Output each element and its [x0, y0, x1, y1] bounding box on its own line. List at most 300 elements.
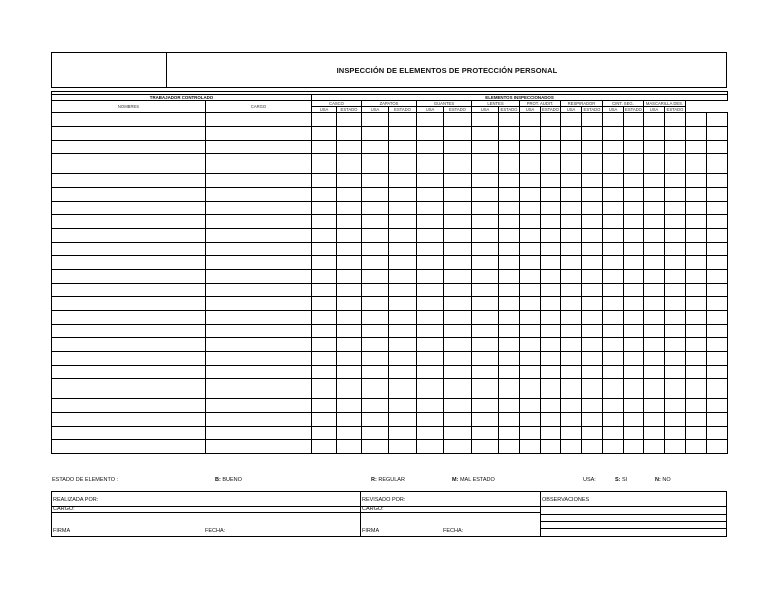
element-cell[interactable]: [312, 202, 337, 215]
element-cell[interactable]: [499, 188, 520, 202]
element-cell[interactable]: [417, 427, 444, 440]
element-cell[interactable]: [444, 297, 472, 311]
name-cell[interactable]: [52, 229, 206, 243]
element-cell[interactable]: [520, 188, 541, 202]
element-cell[interactable]: [582, 284, 603, 297]
element-cell[interactable]: [362, 229, 389, 243]
element-cell[interactable]: [582, 399, 603, 413]
element-cell[interactable]: [624, 352, 644, 366]
element-cell[interactable]: [417, 215, 444, 229]
role-cell[interactable]: [206, 413, 312, 427]
name-cell[interactable]: [52, 113, 206, 127]
element-cell[interactable]: [686, 215, 707, 229]
element-cell[interactable]: [472, 270, 499, 284]
element-cell[interactable]: [686, 113, 707, 127]
element-cell[interactable]: [499, 427, 520, 440]
element-cell[interactable]: [561, 399, 582, 413]
element-cell[interactable]: [582, 311, 603, 325]
element-cell[interactable]: [624, 338, 644, 352]
element-cell[interactable]: [644, 440, 665, 454]
element-cell[interactable]: [603, 127, 624, 141]
element-cell[interactable]: [520, 270, 541, 284]
element-cell[interactable]: [541, 325, 561, 338]
element-cell[interactable]: [603, 141, 624, 154]
element-cell[interactable]: [472, 352, 499, 366]
element-cell[interactable]: [541, 174, 561, 188]
element-cell[interactable]: [389, 366, 417, 379]
element-cell[interactable]: [362, 127, 389, 141]
element-cell[interactable]: [707, 311, 728, 325]
name-cell[interactable]: [52, 174, 206, 188]
element-cell[interactable]: [686, 379, 707, 399]
element-cell[interactable]: [707, 284, 728, 297]
element-cell[interactable]: [472, 243, 499, 256]
element-cell[interactable]: [603, 366, 624, 379]
element-cell[interactable]: [665, 427, 686, 440]
element-cell[interactable]: [603, 270, 624, 284]
element-cell[interactable]: [362, 188, 389, 202]
element-cell[interactable]: [417, 154, 444, 174]
element-cell[interactable]: [582, 366, 603, 379]
element-cell[interactable]: [520, 366, 541, 379]
element-cell[interactable]: [444, 284, 472, 297]
element-cell[interactable]: [541, 141, 561, 154]
element-cell[interactable]: [541, 215, 561, 229]
element-cell[interactable]: [541, 127, 561, 141]
element-cell[interactable]: [472, 440, 499, 454]
element-cell[interactable]: [603, 352, 624, 366]
element-cell[interactable]: [389, 413, 417, 427]
element-cell[interactable]: [582, 127, 603, 141]
element-cell[interactable]: [541, 202, 561, 215]
element-cell[interactable]: [665, 188, 686, 202]
name-cell[interactable]: [52, 270, 206, 284]
element-cell[interactable]: [417, 440, 444, 454]
element-cell[interactable]: [417, 352, 444, 366]
name-cell[interactable]: [52, 325, 206, 338]
name-cell[interactable]: [52, 141, 206, 154]
element-cell[interactable]: [541, 297, 561, 311]
element-cell[interactable]: [541, 413, 561, 427]
element-cell[interactable]: [665, 297, 686, 311]
element-cell[interactable]: [644, 256, 665, 270]
element-cell[interactable]: [644, 188, 665, 202]
element-cell[interactable]: [312, 284, 337, 297]
element-cell[interactable]: [707, 127, 728, 141]
element-cell[interactable]: [624, 154, 644, 174]
element-cell[interactable]: [686, 352, 707, 366]
element-cell[interactable]: [582, 113, 603, 127]
element-cell[interactable]: [603, 325, 624, 338]
element-cell[interactable]: [707, 427, 728, 440]
element-cell[interactable]: [444, 154, 472, 174]
element-cell[interactable]: [624, 297, 644, 311]
element-cell[interactable]: [362, 256, 389, 270]
element-cell[interactable]: [686, 440, 707, 454]
element-cell[interactable]: [417, 366, 444, 379]
element-cell[interactable]: [582, 243, 603, 256]
element-cell[interactable]: [541, 113, 561, 127]
element-cell[interactable]: [312, 352, 337, 366]
element-cell[interactable]: [499, 325, 520, 338]
element-cell[interactable]: [707, 243, 728, 256]
element-cell[interactable]: [707, 174, 728, 188]
name-cell[interactable]: [52, 399, 206, 413]
element-cell[interactable]: [337, 174, 362, 188]
role-cell[interactable]: [206, 366, 312, 379]
element-cell[interactable]: [561, 440, 582, 454]
element-cell[interactable]: [337, 440, 362, 454]
element-cell[interactable]: [603, 256, 624, 270]
element-cell[interactable]: [707, 188, 728, 202]
element-cell[interactable]: [472, 399, 499, 413]
element-cell[interactable]: [444, 174, 472, 188]
element-cell[interactable]: [582, 229, 603, 243]
element-cell[interactable]: [472, 141, 499, 154]
role-cell[interactable]: [206, 325, 312, 338]
name-cell[interactable]: [52, 284, 206, 297]
element-cell[interactable]: [603, 188, 624, 202]
element-cell[interactable]: [665, 141, 686, 154]
element-cell[interactable]: [541, 256, 561, 270]
element-cell[interactable]: [499, 413, 520, 427]
element-cell[interactable]: [312, 141, 337, 154]
element-cell[interactable]: [644, 427, 665, 440]
element-cell[interactable]: [686, 188, 707, 202]
element-cell[interactable]: [624, 141, 644, 154]
name-cell[interactable]: [52, 256, 206, 270]
name-cell[interactable]: [52, 154, 206, 174]
element-cell[interactable]: [665, 174, 686, 188]
element-cell[interactable]: [472, 311, 499, 325]
element-cell[interactable]: [582, 256, 603, 270]
element-cell[interactable]: [561, 352, 582, 366]
element-cell[interactable]: [541, 188, 561, 202]
element-cell[interactable]: [561, 338, 582, 352]
element-cell[interactable]: [603, 427, 624, 440]
element-cell[interactable]: [665, 256, 686, 270]
element-cell[interactable]: [389, 202, 417, 215]
element-cell[interactable]: [541, 366, 561, 379]
element-cell[interactable]: [499, 284, 520, 297]
element-cell[interactable]: [362, 284, 389, 297]
element-cell[interactable]: [520, 338, 541, 352]
element-cell[interactable]: [707, 413, 728, 427]
element-cell[interactable]: [603, 174, 624, 188]
element-cell[interactable]: [707, 215, 728, 229]
role-cell[interactable]: [206, 229, 312, 243]
element-cell[interactable]: [444, 379, 472, 399]
element-cell[interactable]: [561, 379, 582, 399]
element-cell[interactable]: [499, 297, 520, 311]
element-cell[interactable]: [541, 379, 561, 399]
element-cell[interactable]: [499, 174, 520, 188]
element-cell[interactable]: [665, 243, 686, 256]
element-cell[interactable]: [417, 413, 444, 427]
element-cell[interactable]: [362, 243, 389, 256]
element-cell[interactable]: [561, 127, 582, 141]
element-cell[interactable]: [312, 174, 337, 188]
element-cell[interactable]: [337, 311, 362, 325]
element-cell[interactable]: [665, 413, 686, 427]
element-cell[interactable]: [707, 366, 728, 379]
element-cell[interactable]: [520, 352, 541, 366]
element-cell[interactable]: [520, 229, 541, 243]
element-cell[interactable]: [337, 202, 362, 215]
name-cell[interactable]: [52, 338, 206, 352]
element-cell[interactable]: [561, 270, 582, 284]
element-cell[interactable]: [312, 215, 337, 229]
element-cell[interactable]: [644, 202, 665, 215]
role-cell[interactable]: [206, 311, 312, 325]
element-cell[interactable]: [337, 243, 362, 256]
element-cell[interactable]: [337, 113, 362, 127]
element-cell[interactable]: [520, 243, 541, 256]
element-cell[interactable]: [665, 154, 686, 174]
element-cell[interactable]: [312, 427, 337, 440]
element-cell[interactable]: [624, 127, 644, 141]
element-cell[interactable]: [644, 113, 665, 127]
element-cell[interactable]: [624, 215, 644, 229]
element-cell[interactable]: [499, 311, 520, 325]
element-cell[interactable]: [665, 127, 686, 141]
element-cell[interactable]: [389, 440, 417, 454]
element-cell[interactable]: [624, 229, 644, 243]
element-cell[interactable]: [417, 174, 444, 188]
element-cell[interactable]: [444, 427, 472, 440]
element-cell[interactable]: [582, 352, 603, 366]
element-cell[interactable]: [337, 141, 362, 154]
element-cell[interactable]: [389, 229, 417, 243]
element-cell[interactable]: [603, 379, 624, 399]
element-cell[interactable]: [686, 141, 707, 154]
element-cell[interactable]: [499, 399, 520, 413]
element-cell[interactable]: [499, 113, 520, 127]
element-cell[interactable]: [561, 284, 582, 297]
element-cell[interactable]: [362, 141, 389, 154]
element-cell[interactable]: [665, 229, 686, 243]
element-cell[interactable]: [417, 270, 444, 284]
element-cell[interactable]: [417, 127, 444, 141]
element-cell[interactable]: [707, 270, 728, 284]
element-cell[interactable]: [686, 311, 707, 325]
element-cell[interactable]: [603, 154, 624, 174]
element-cell[interactable]: [444, 338, 472, 352]
name-cell[interactable]: [52, 127, 206, 141]
element-cell[interactable]: [624, 427, 644, 440]
element-cell[interactable]: [707, 325, 728, 338]
element-cell[interactable]: [603, 215, 624, 229]
element-cell[interactable]: [472, 113, 499, 127]
element-cell[interactable]: [582, 338, 603, 352]
element-cell[interactable]: [686, 202, 707, 215]
element-cell[interactable]: [499, 202, 520, 215]
element-cell[interactable]: [644, 154, 665, 174]
element-cell[interactable]: [561, 413, 582, 427]
element-cell[interactable]: [472, 188, 499, 202]
element-cell[interactable]: [337, 154, 362, 174]
element-cell[interactable]: [337, 352, 362, 366]
element-cell[interactable]: [624, 366, 644, 379]
element-cell[interactable]: [665, 311, 686, 325]
element-cell[interactable]: [707, 379, 728, 399]
element-cell[interactable]: [520, 127, 541, 141]
element-cell[interactable]: [686, 154, 707, 174]
element-cell[interactable]: [624, 256, 644, 270]
element-cell[interactable]: [603, 440, 624, 454]
element-cell[interactable]: [644, 127, 665, 141]
role-cell[interactable]: [206, 297, 312, 311]
role-cell[interactable]: [206, 399, 312, 413]
element-cell[interactable]: [362, 413, 389, 427]
element-cell[interactable]: [444, 440, 472, 454]
element-cell[interactable]: [582, 215, 603, 229]
element-cell[interactable]: [520, 427, 541, 440]
role-cell[interactable]: [206, 188, 312, 202]
element-cell[interactable]: [499, 440, 520, 454]
element-cell[interactable]: [707, 399, 728, 413]
element-cell[interactable]: [582, 427, 603, 440]
role-cell[interactable]: [206, 440, 312, 454]
element-cell[interactable]: [337, 366, 362, 379]
element-cell[interactable]: [644, 366, 665, 379]
element-cell[interactable]: [389, 154, 417, 174]
element-cell[interactable]: [686, 256, 707, 270]
role-cell[interactable]: [206, 202, 312, 215]
element-cell[interactable]: [362, 113, 389, 127]
element-cell[interactable]: [444, 215, 472, 229]
element-cell[interactable]: [472, 154, 499, 174]
element-cell[interactable]: [644, 141, 665, 154]
element-cell[interactable]: [312, 325, 337, 338]
element-cell[interactable]: [337, 270, 362, 284]
element-cell[interactable]: [389, 284, 417, 297]
element-cell[interactable]: [337, 399, 362, 413]
element-cell[interactable]: [444, 399, 472, 413]
element-cell[interactable]: [499, 338, 520, 352]
element-cell[interactable]: [665, 202, 686, 215]
element-cell[interactable]: [624, 270, 644, 284]
element-cell[interactable]: [444, 127, 472, 141]
element-cell[interactable]: [686, 325, 707, 338]
element-cell[interactable]: [362, 202, 389, 215]
element-cell[interactable]: [472, 229, 499, 243]
element-cell[interactable]: [582, 270, 603, 284]
element-cell[interactable]: [499, 352, 520, 366]
element-cell[interactable]: [603, 311, 624, 325]
element-cell[interactable]: [541, 338, 561, 352]
element-cell[interactable]: [312, 154, 337, 174]
element-cell[interactable]: [541, 284, 561, 297]
name-cell[interactable]: [52, 297, 206, 311]
element-cell[interactable]: [389, 243, 417, 256]
element-cell[interactable]: [472, 202, 499, 215]
element-cell[interactable]: [561, 256, 582, 270]
name-cell[interactable]: [52, 379, 206, 399]
element-cell[interactable]: [686, 174, 707, 188]
role-cell[interactable]: [206, 243, 312, 256]
element-cell[interactable]: [362, 338, 389, 352]
element-cell[interactable]: [686, 297, 707, 311]
element-cell[interactable]: [520, 202, 541, 215]
element-cell[interactable]: [686, 270, 707, 284]
element-cell[interactable]: [389, 311, 417, 325]
element-cell[interactable]: [472, 338, 499, 352]
element-cell[interactable]: [644, 215, 665, 229]
element-cell[interactable]: [499, 366, 520, 379]
element-cell[interactable]: [686, 338, 707, 352]
element-cell[interactable]: [603, 284, 624, 297]
element-cell[interactable]: [499, 154, 520, 174]
element-cell[interactable]: [312, 270, 337, 284]
element-cell[interactable]: [624, 243, 644, 256]
element-cell[interactable]: [444, 141, 472, 154]
element-cell[interactable]: [362, 154, 389, 174]
element-cell[interactable]: [707, 338, 728, 352]
element-cell[interactable]: [707, 256, 728, 270]
name-cell[interactable]: [52, 215, 206, 229]
element-cell[interactable]: [603, 229, 624, 243]
element-cell[interactable]: [644, 311, 665, 325]
element-cell[interactable]: [472, 174, 499, 188]
element-cell[interactable]: [665, 284, 686, 297]
element-cell[interactable]: [561, 427, 582, 440]
element-cell[interactable]: [541, 399, 561, 413]
element-cell[interactable]: [472, 427, 499, 440]
element-cell[interactable]: [499, 379, 520, 399]
name-cell[interactable]: [52, 352, 206, 366]
element-cell[interactable]: [582, 141, 603, 154]
element-cell[interactable]: [541, 270, 561, 284]
element-cell[interactable]: [417, 297, 444, 311]
element-cell[interactable]: [312, 338, 337, 352]
element-cell[interactable]: [624, 202, 644, 215]
element-cell[interactable]: [561, 202, 582, 215]
element-cell[interactable]: [472, 215, 499, 229]
element-cell[interactable]: [644, 352, 665, 366]
element-cell[interactable]: [499, 141, 520, 154]
element-cell[interactable]: [337, 188, 362, 202]
element-cell[interactable]: [472, 379, 499, 399]
element-cell[interactable]: [644, 338, 665, 352]
element-cell[interactable]: [417, 311, 444, 325]
element-cell[interactable]: [389, 338, 417, 352]
element-cell[interactable]: [686, 366, 707, 379]
element-cell[interactable]: [582, 379, 603, 399]
element-cell[interactable]: [644, 174, 665, 188]
element-cell[interactable]: [520, 284, 541, 297]
element-cell[interactable]: [499, 270, 520, 284]
name-cell[interactable]: [52, 440, 206, 454]
element-cell[interactable]: [541, 440, 561, 454]
element-cell[interactable]: [665, 270, 686, 284]
element-cell[interactable]: [686, 243, 707, 256]
element-cell[interactable]: [444, 243, 472, 256]
element-cell[interactable]: [707, 229, 728, 243]
element-cell[interactable]: [389, 352, 417, 366]
element-cell[interactable]: [472, 297, 499, 311]
role-cell[interactable]: [206, 284, 312, 297]
element-cell[interactable]: [644, 325, 665, 338]
element-cell[interactable]: [389, 399, 417, 413]
role-cell[interactable]: [206, 113, 312, 127]
element-cell[interactable]: [337, 379, 362, 399]
element-cell[interactable]: [561, 297, 582, 311]
role-cell[interactable]: [206, 256, 312, 270]
role-cell[interactable]: [206, 270, 312, 284]
element-cell[interactable]: [541, 352, 561, 366]
element-cell[interactable]: [444, 325, 472, 338]
